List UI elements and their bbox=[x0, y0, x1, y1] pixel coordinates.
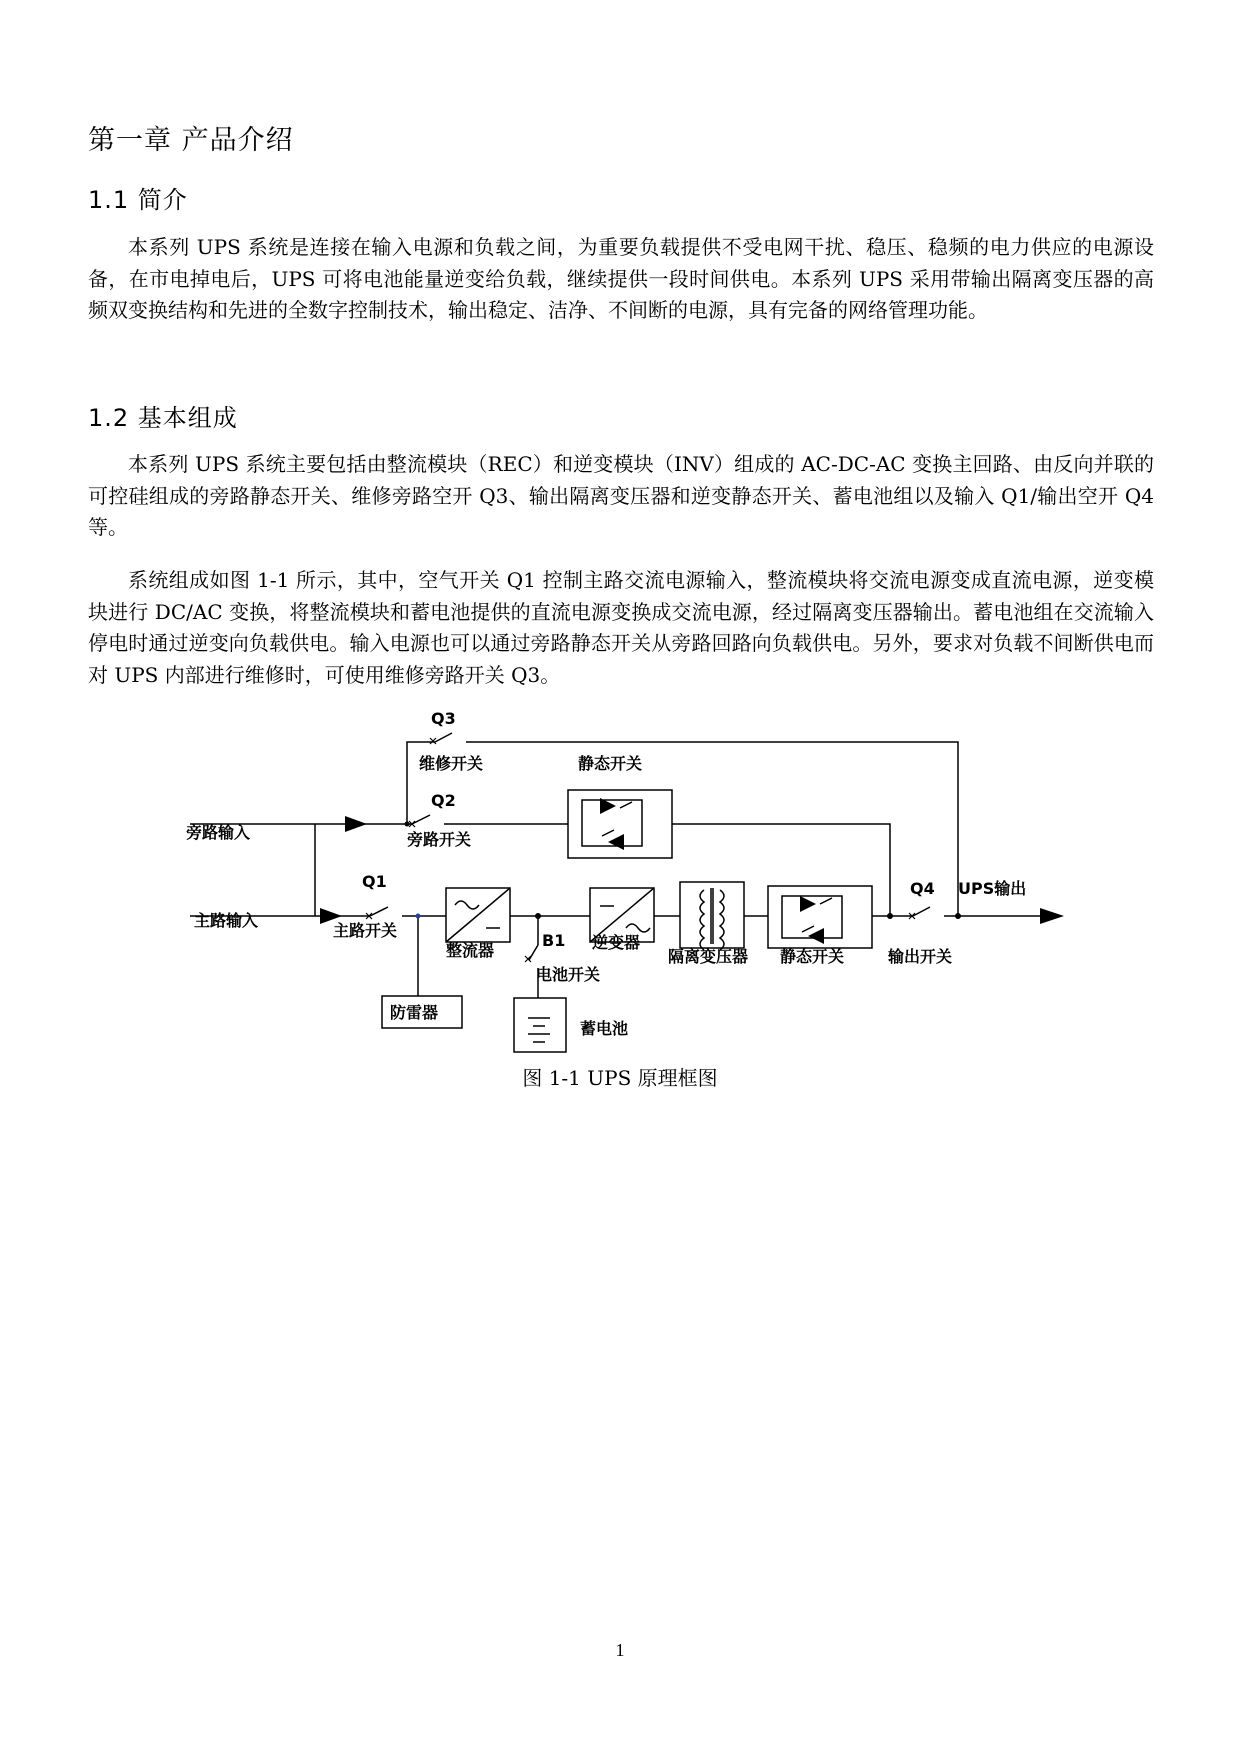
junction-bypass bbox=[405, 822, 410, 827]
section-2-title: 1.2 基本组成 bbox=[88, 404, 238, 432]
thyristor-top-2 bbox=[608, 834, 624, 850]
label-q1: Q1 bbox=[362, 872, 387, 891]
section-1-title: 1.1 简介 bbox=[88, 186, 188, 214]
label-isolation-transformer: 隔离变压器 bbox=[668, 947, 749, 966]
bypass-arrow bbox=[345, 816, 367, 832]
rectifier-ac-symbol bbox=[455, 901, 479, 909]
label-output-switch: 输出开关 bbox=[888, 947, 953, 966]
label-static-switch-bottom: 静态开关 bbox=[780, 947, 845, 966]
section-1-paragraph: 本系列 UPS 系统是连接在输入电源和负载之间，为重要负载提供不受电网干扰、稳压、稳频的电力供应的电源设备，在市电掉电后，UPS 可将电池能量逆变给负载，继续提供一段时间供电。本系列 UPS 采用带输出隔离变压器的高频双变换结构和先进的全数字控制技术，输出稳定、洁净、不间断的电源，具有完备的网络管理功能。 bbox=[88, 235, 1154, 322]
battery-cells bbox=[528, 1018, 550, 1042]
label-q3: Q3 bbox=[431, 709, 456, 728]
figure-caption: 图 1-1 UPS 原理框图 bbox=[522, 1066, 718, 1090]
label-inverter: 逆变器 bbox=[592, 933, 641, 952]
label-q2: Q2 bbox=[431, 791, 456, 810]
junction-battery bbox=[535, 913, 541, 919]
page-number: 1 bbox=[615, 1640, 625, 1660]
inverter-ac-symbol bbox=[626, 924, 650, 932]
transformer-core bbox=[711, 888, 713, 944]
maintenance-to-output-wire bbox=[466, 742, 958, 916]
transformer-coil-right bbox=[720, 890, 724, 950]
label-ups-output: UPS输出 bbox=[958, 879, 1027, 898]
junction-surge bbox=[416, 914, 421, 919]
label-battery: 蓄电池 bbox=[580, 1019, 629, 1038]
label-rectifier: 整流器 bbox=[446, 941, 495, 960]
label-main-switch: 主路开关 bbox=[333, 921, 398, 940]
transformer-coil-left bbox=[700, 890, 704, 950]
output-arrow bbox=[1040, 908, 1064, 924]
label-q4: Q4 bbox=[910, 879, 935, 898]
chapter-title: 第一章 产品介绍 bbox=[88, 125, 294, 156]
label-b1: B1 bbox=[542, 931, 566, 950]
label-main-input: 主路输入 bbox=[194, 911, 259, 930]
label-battery-switch: 电池开关 bbox=[536, 965, 601, 984]
label-maintenance-switch: 维修开关 bbox=[419, 754, 484, 773]
q4-switch-blade bbox=[913, 907, 930, 916]
battery-box bbox=[514, 998, 566, 1052]
label-surge-protector: 防雷器 bbox=[390, 1003, 439, 1022]
b1-switch-blade bbox=[529, 945, 538, 960]
junction-static-output bbox=[887, 913, 893, 919]
label-bypass-input: 旁路输入 bbox=[186, 823, 251, 842]
label-static-switch-top: 静态开关 bbox=[578, 754, 643, 773]
q2-switch-blade bbox=[412, 815, 430, 824]
thyristor-bottom-1 bbox=[800, 896, 816, 912]
section-2-paragraph-2: 系统组成如图 1-1 所示，其中，空气开关 Q1 控制主路交流电源输入，整流模块将交流电源变成直流电源，逆变模块进行 DC/AC 变换，将整流模块和蓄电池提供的直流电源变换成交流电源，经过隔离变压器输出。蓄电池组在交流输入停电时通过逆变向负载供电。输入电源也可以通过旁路静态开关从旁路回路向负载供电。另外，要求对负载不间断供电而对 UPS 内部进行维修时，可使用维修旁路开关 Q3。 bbox=[88, 568, 1154, 687]
section-2-paragraph-1: 本系列 UPS 系统主要包括由整流模块（REC）和逆变模块（INV）组成的 AC-DC-AC 变换主回路、由反向并联的可控硅组成的旁路静态开关、维修旁路空开 Q3、输出隔离变压器和逆变静态开关、蓄电池组以及输入 Q1/输出空开 Q4 等。 bbox=[88, 452, 1154, 539]
q3-switch-blade bbox=[435, 733, 452, 742]
thyristor-bottom-2 bbox=[808, 928, 824, 944]
transformer-box bbox=[680, 882, 744, 948]
label-bypass-switch: 旁路开关 bbox=[407, 830, 472, 849]
junction-output bbox=[955, 913, 961, 919]
q1-switch-blade bbox=[370, 907, 388, 916]
q3-x-mark bbox=[430, 738, 436, 744]
rectifier-diagonal bbox=[446, 888, 510, 942]
